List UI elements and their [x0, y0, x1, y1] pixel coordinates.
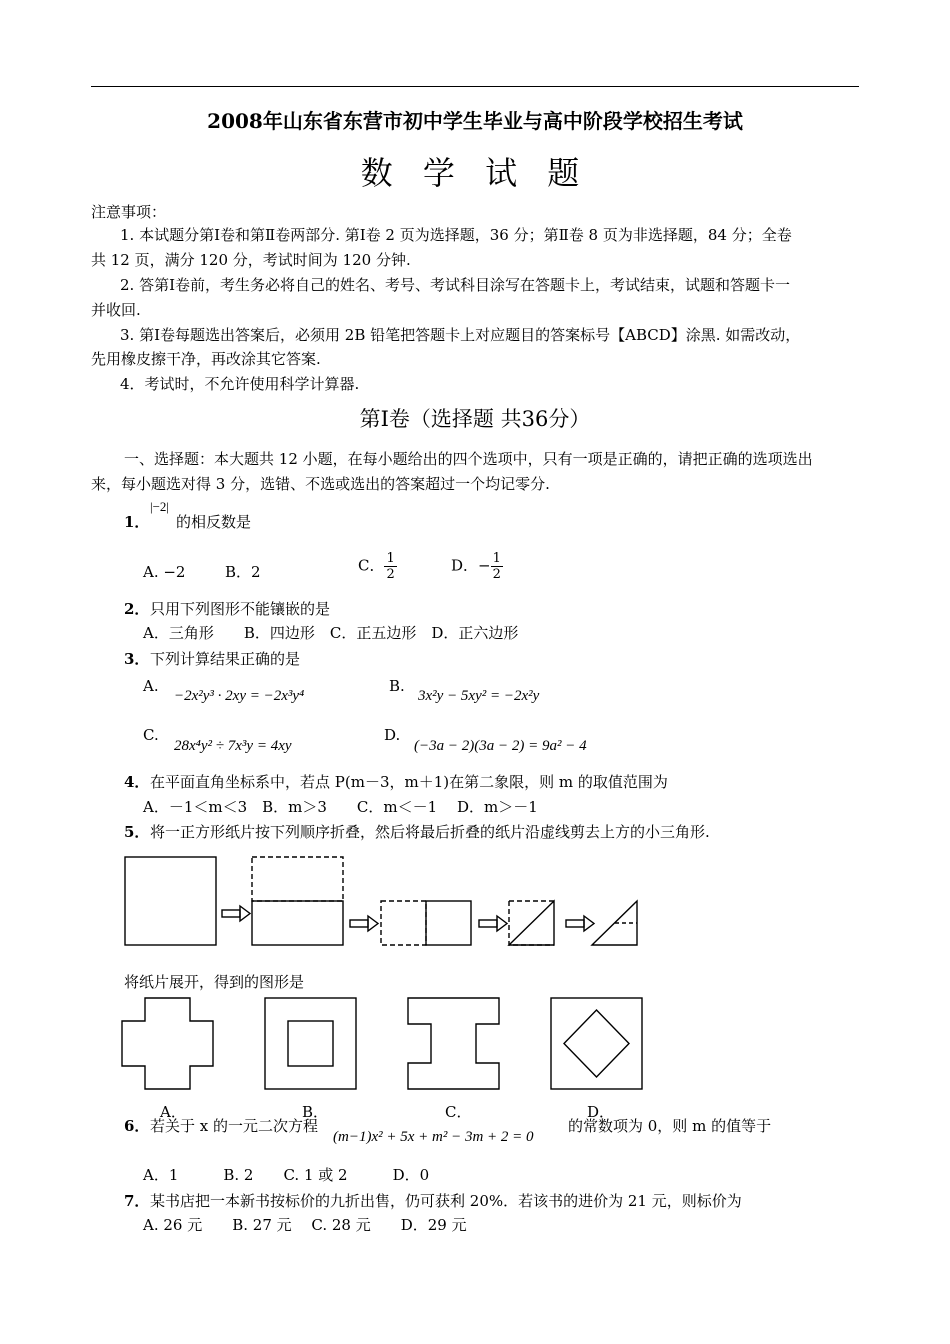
notice-line: 1. 本试题分第Ⅰ卷和第Ⅱ卷两部分. 第Ⅰ卷 2 页为选择题，36 分；第Ⅱ卷 8 页为非选择题，84 分；全卷 [120, 226, 792, 244]
notice-line: 并收回. [91, 301, 141, 319]
question-number: 4． [124, 773, 150, 791]
section-intro: 一、选择题：本大题共 12 小题，在每小题给出的四个选项中，只有一项是正确的，请把正确的选项选出 [124, 450, 813, 468]
notice-line: 2. 答第Ⅰ卷前，考生务必将自己的姓名、考号、考试科目涂写在答题卡上，考试结束，试题和答题卡一 [120, 276, 791, 294]
denominator: 2 [386, 567, 395, 582]
option-d-label: D. [384, 726, 401, 744]
question-number: 6． [124, 1117, 150, 1135]
section-title: 第Ⅰ卷（选择题 共36分） [359, 407, 591, 431]
abs-expression: |−2| [150, 499, 170, 514]
option-c-expression: 28x⁴y² ÷ 7x³y = 4xy [174, 738, 292, 754]
option-c-label: C. [143, 726, 159, 744]
option-b: B．2 [225, 563, 261, 581]
notice-line: 共 12 页，满分 120 分，考试时间为 120 分钟. [91, 251, 411, 269]
option-c-label: C． [358, 556, 385, 575]
minus-sign: − [478, 556, 491, 575]
shape-d-diamond [564, 1010, 629, 1077]
shape-a-cross [122, 998, 213, 1089]
options-line: A. 26 元 B. 27 元 C. 28 元 D．29 元 [143, 1216, 467, 1234]
option-a-expression: −2x²y³ · 2xy = −2x³y⁴ [174, 688, 305, 704]
notice-line: 3. 第Ⅰ卷每题选出答案后，必须用 2B 铅笔把答题卡上对应题目的答案标号【ABCD】涂黑. 如需改动， [120, 326, 801, 344]
shape-label-b: B． [302, 1103, 329, 1121]
exam-title: 2008年山东省东营市初中学生毕业与高中阶段学校招生考试 [207, 109, 743, 133]
question-number: 2． [124, 600, 150, 618]
question-number: 5． [124, 823, 150, 841]
option-b-expression: 3x²y − 5xy² = −2x²y [418, 688, 540, 704]
section-intro: 来，每小题选对得 3 分，选错、不选或选出的答案超过一个均记零分. [91, 475, 550, 493]
question-text: 的相反数是 [176, 513, 252, 531]
question-text: 在平面直角坐标系中，若点 P(m－3，m＋1)在第二象限，则 m 的取值范围为 [150, 773, 668, 791]
option-d-label: D． [451, 556, 479, 575]
question-text: 下列计算结果正确的是 [150, 650, 301, 668]
question-text: 若关于 x 的一元二次方程 [150, 1117, 318, 1135]
question-text: 将一正方形纸片按下列顺序折叠，然后将最后折叠的纸片沿虚线剪去上方的小三角形. [150, 823, 710, 841]
question-text: 只用下列图形不能镶嵌的是 [150, 600, 331, 618]
options-line: A．1 B. 2 C. 1 或 2 D．0 [143, 1166, 430, 1184]
question-number: 7． [124, 1192, 150, 1210]
unfold-text: 将纸片展开，得到的图形是 [124, 973, 305, 991]
options-line: A．三角形 B．四边形 C．正五边形 D．正六边形 [143, 624, 519, 642]
notice-line: 先用橡皮擦干净，再改涂其它答案. [91, 350, 321, 368]
numerator: 1 [386, 551, 395, 566]
notice-line: 4．考试时，不允许使用科学计算器. [120, 375, 360, 393]
options-line: A．－1＜m＜3 B．m＞3 C．m＜－1 D．m＞－1 [143, 798, 538, 816]
shape-b-inner [288, 1021, 333, 1066]
shape-c-i-beam [408, 998, 499, 1089]
question-number: 1． [124, 513, 150, 531]
subject-title: 数 学 试 题 [360, 154, 590, 192]
notice-heading: 注意事项： [91, 203, 167, 221]
shape-label-c: C． [445, 1103, 472, 1121]
question-number: 3． [124, 650, 150, 668]
question-text: 的常数项为 0，则 m 的值等于 [568, 1117, 772, 1135]
shape-label-a: A． [160, 1103, 186, 1121]
option-b-label: B. [389, 677, 405, 695]
option-a-label: A. [143, 677, 159, 695]
option-a: A. −2 [143, 563, 186, 581]
equation: (m−1)x² + 5x + m² − 3m + 2 = 0 [333, 1129, 534, 1145]
question-text: 某书店把一本新书按标价的九折出售，仍可获利 20%．若该书的进价为 21 元，则标价为 [150, 1192, 742, 1210]
denominator: 2 [492, 567, 501, 582]
shape-b-outer [265, 998, 356, 1089]
shape-label-d: D． [587, 1103, 615, 1121]
option-d-expression: (−3a − 2)(3a − 2) = 9a² − 4 [414, 738, 587, 754]
numerator: 1 [492, 551, 501, 566]
